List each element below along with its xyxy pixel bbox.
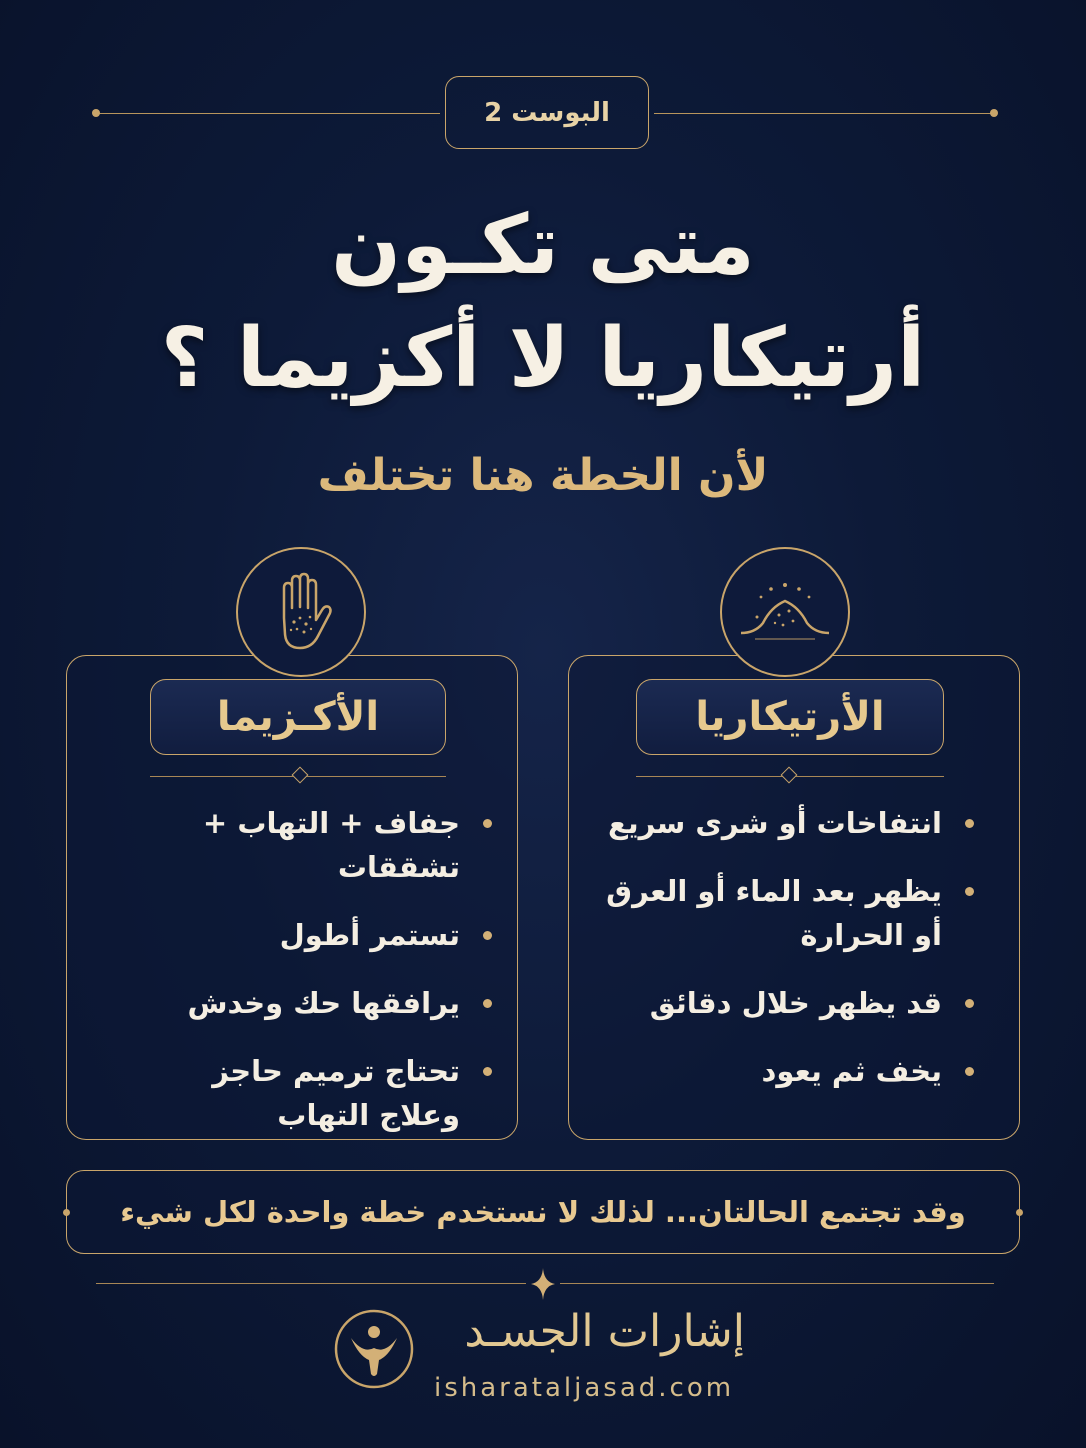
eczema-item: يرافقها حك وخدش bbox=[100, 981, 496, 1025]
post-badge: البوست 2 bbox=[445, 76, 649, 149]
footer-line-left bbox=[96, 1283, 526, 1284]
badge-dot-right bbox=[990, 109, 998, 117]
subtitle: لأن الخطة هنا تختلف bbox=[317, 450, 769, 501]
brand-name: إشارات الجسـد bbox=[464, 1306, 745, 1357]
website-link[interactable]: isharataljasad.com bbox=[434, 1373, 735, 1403]
urticaria-heading: الأرتيكاريا bbox=[636, 679, 944, 755]
badge-dot-left bbox=[92, 109, 100, 117]
urticaria-item: يخف ثم يعود bbox=[600, 1049, 978, 1093]
badge-line-right bbox=[654, 113, 994, 114]
urticaria-item: انتفاخات أو شرى سريع bbox=[600, 801, 978, 845]
eczema-item: تستمر أطول bbox=[100, 913, 496, 957]
hand-rash-icon bbox=[236, 547, 366, 677]
title-line-1: متى تكـون bbox=[331, 198, 755, 293]
badge-line-left bbox=[96, 113, 440, 114]
eczema-heading: الأكـزيما bbox=[150, 679, 446, 755]
note-dot-left bbox=[63, 1209, 70, 1216]
skin-bump-icon bbox=[720, 547, 850, 677]
sparkle-icon bbox=[531, 1268, 555, 1300]
eczema-item: تحتاج ترميم حاجز وعلاج التهاب bbox=[100, 1049, 496, 1137]
note-dot-right bbox=[1016, 1209, 1023, 1216]
note-box: وقد تجتمع الحالتان... لذلك لا نستخدم خطة واحدة لكل شيء bbox=[66, 1170, 1020, 1254]
person-logo-icon bbox=[333, 1308, 415, 1390]
urticaria-list bbox=[600, 801, 978, 1093]
eczema-item: جفاف + التهاب + تشققات bbox=[100, 801, 496, 889]
urticaria-item: قد يظهر خلال دقائق bbox=[600, 981, 978, 1025]
footer-line-right bbox=[560, 1283, 994, 1284]
title-line-2: أرتيكاريا لا أكزيما ؟ bbox=[160, 311, 926, 406]
eczema-list bbox=[100, 801, 496, 1137]
urticaria-item: يظهر بعد الماء أو العرق أو الحرارة bbox=[600, 869, 978, 957]
